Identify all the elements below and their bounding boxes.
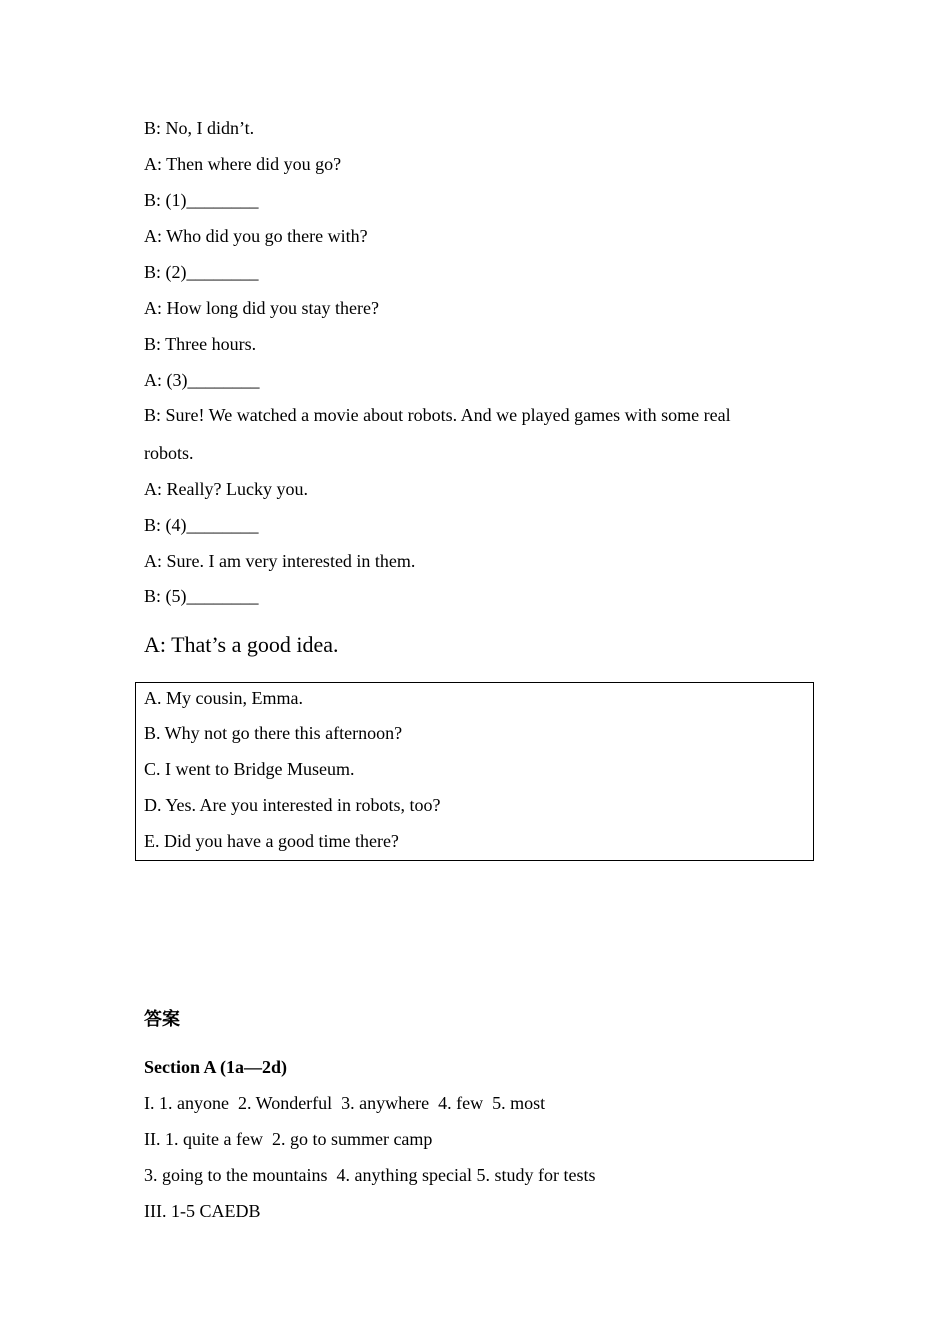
section-title: Section A (1a—2d) [144,1057,288,1077]
dialogue-line: B: (4)________ [144,515,259,535]
dialogue-line: B: (2)________ [144,262,259,282]
option-c: C. I went to Bridge Museum. [144,759,355,779]
answer-line: III. 1-5 CAEDB [144,1201,261,1221]
dialogue-line: B: Three hours. [144,334,257,354]
dialogue-line: B: Sure! We watched a movie about robots. And we played games with some real [144,405,731,425]
dialogue-line: B: No, I didn’t. [144,118,255,138]
option-e: E. Did you have a good time there? [144,831,399,851]
option-a: A. My cousin, Emma. [144,688,303,708]
dialogue-line: A: Sure. I am very interested in them. [144,551,416,571]
answer-line: 3. going to the mountains 4. anything special 5. study for tests [144,1165,596,1185]
dialogue-line: B: (1)________ [144,190,259,210]
option-d: D. Yes. Are you interested in robots, too? [144,795,441,815]
answer-line: I. 1. anyone 2. Wonderful 3. anywhere 4. few 5. most [144,1093,546,1113]
option-b: B. Why not go there this afternoon? [144,723,403,743]
answer-line: II. 1. quite a few 2. go to summer camp [144,1129,433,1149]
dialogue-line: A: Then where did you go? [144,154,342,174]
dialogue-line: robots. [144,443,194,463]
dialogue-line: A: Really? Lucky you. [144,479,308,499]
dialogue-line: B: (5)________ [144,586,259,606]
dialogue-line: A: (3)________ [144,370,260,390]
dialogue-line: A: Who did you go there with? [144,226,368,246]
options-box [135,682,814,861]
dialogue-line: A: How long did you stay there? [144,298,379,318]
answers-heading: 答案 [144,1009,180,1030]
dialogue-line: A: That’s a good idea. [144,632,339,657]
